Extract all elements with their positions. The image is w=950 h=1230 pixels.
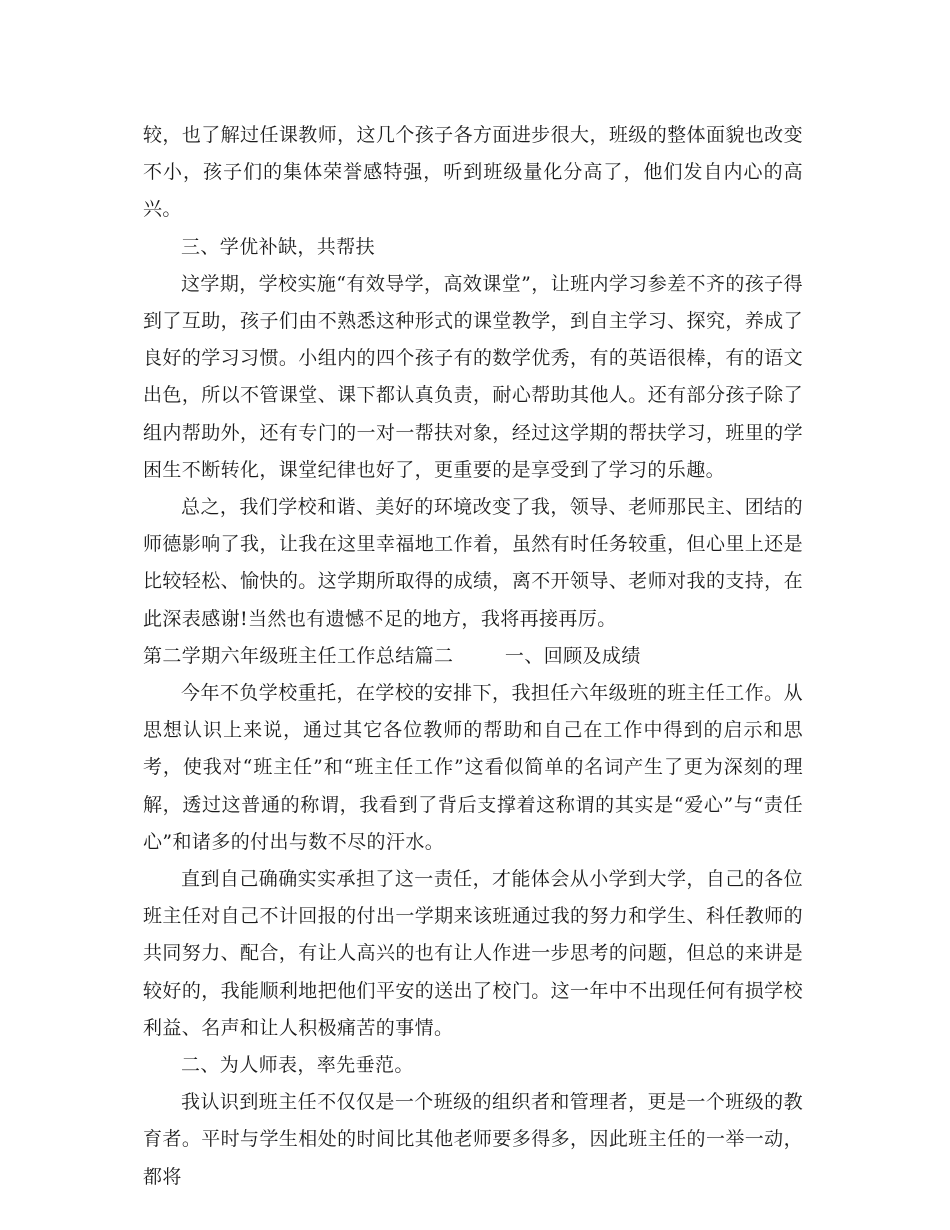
paragraph-responsibility: 直到自己确确实实承担了这一责任，才能体会从小学到大学，自己的各位班主任对自己不计回报的付出一学期来该班通过我的努力和学生、科任教师的共同努力、配合，有让人高兴的也有让人作进一步思考的问题，但总的来讲是较好的，我能顺利地把他们平安的送出了校门。这一年中不出现任何有损学校利益、名声和让人积极痛苦的事情。 — [143, 868, 803, 1039]
article-title-part-two: 第二学期六年级班主任工作总结篇二 一、回顾及成绩 — [143, 644, 641, 667]
document-body — [143, 117, 803, 1196]
section-heading-three: 三、学优补缺，共帮扶 — [181, 235, 376, 258]
paragraph-continued: 较，也了解过任课教师，这几个孩子各方面进步很大，班级的整体面貌也改变不小，孩子们的集体荣誉感特强，听到班级量化分高了，他们发自内心的高兴。 — [143, 124, 803, 221]
paragraph-role-model: 我认识到班主任不仅仅是一个班级的组织者和管理者，更是一个班级的教育者。平时与学生相处的时间比其他老师要多得多，因此班主任的一举一动，都将 — [143, 1091, 803, 1188]
paragraph-conclusion: 总之，我们学校和谐、美好的环境改变了我，领导、老师那民主、团结的师德影响了我，让我在这里幸福地工作着，虽然有时任务较重，但心里上还是比较轻松、愉快的。这学期所取得的成绩，离不开领导、老师对我的支持，在此深表感谢!当然也有遗憾不足的地方，我将再接再厉。 — [143, 496, 803, 630]
paragraph-mutual-help: 这学期，学校实施“有效导学，高效课堂”，让班内学习参差不齐的孩子得到了互助，孩子们由不熟悉这种形式的课堂教学，到自主学习、探究，养成了良好的学习习惯。小组内的四个孩子有的数学优秀，有的英语很棒，有的语文出色，所以不管课堂、课下都认真负责，耐心帮助其他人。还有部分孩子除了组内帮助外，还有专门的一对一帮扶对象，经过这学期的帮扶学习，班里的学困生不断转化，课堂纪律也好了，更重要的是享受到了学习的乐趣。 — [143, 272, 803, 481]
paragraph-review: 今年不负学校重托，在学校的安排下，我担任六年级班的班主任工作。从思想认识上来说，通过其它各位教师的帮助和自己在工作中得到的启示和思考，使我对“班主任”和“班主任工作”这看似简单的名词产生了更为深刻的理解，透过这普通的称谓，我看到了背后支撑着这称谓的其实是“爱心”与“责任心”和诸多的付出与数不尽的汗水。 — [143, 682, 803, 853]
section-heading-two: 二、为人师表，率先垂范。 — [181, 1054, 414, 1077]
